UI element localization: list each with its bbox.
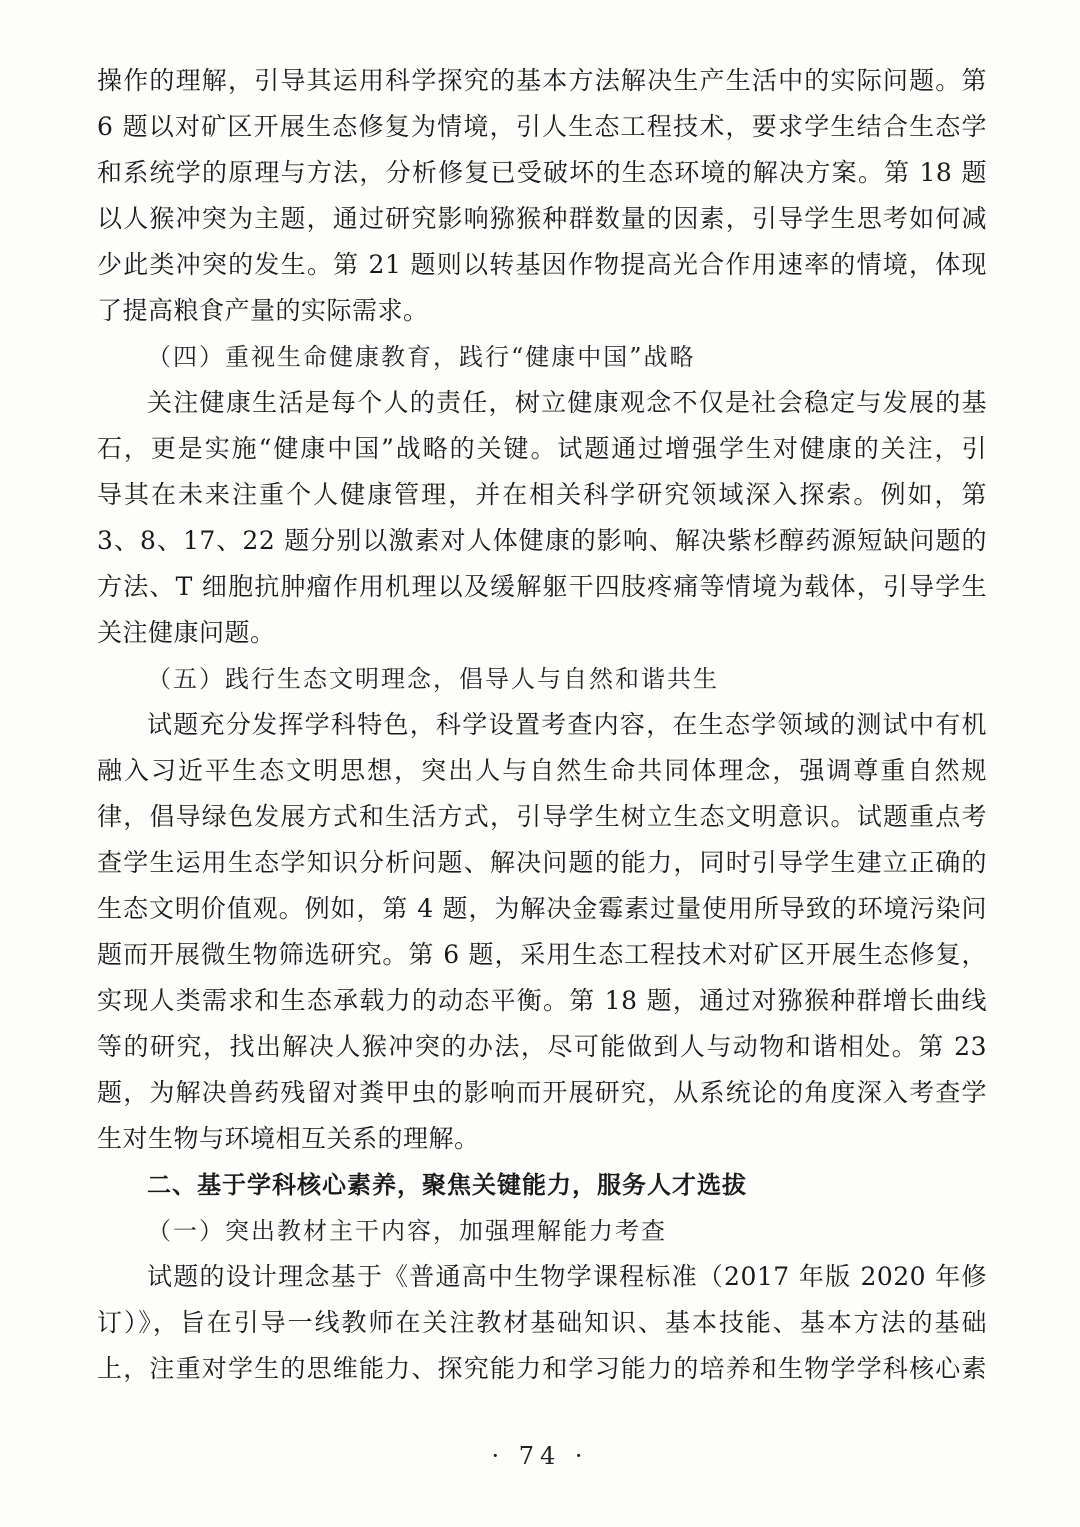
document-page bbox=[97, 58, 987, 1392]
text-line: 以人猴冲突为主题，通过研究影响猕猴种群数量的因素，引导学生思考如何减 bbox=[97, 204, 987, 233]
section-heading-health: （四）重视生命健康教育，践行“健康中国”战略 bbox=[147, 343, 696, 371]
text-line: 查学生运用生态学知识分析问题、解决问题的能力，同时引导学生建立正确的 bbox=[97, 848, 987, 877]
text-line: 方法、T 细胞抗肿瘤作用机理以及缓解躯干四肢疼痛等情境为载体，引导学生 bbox=[97, 572, 987, 601]
text-line: 3、8、17、22 题分别以激素对人体健康的影响、解决紫杉醇药源短缺问题的 bbox=[97, 526, 987, 555]
paragraph-health bbox=[97, 380, 987, 656]
text-line: 生态文明价值观。例如，第 4 题，为解决金霉素过量使用所导致的环境污染问 bbox=[97, 894, 987, 923]
text-line: 律，倡导绿色发展方式和生活方式，引导学生树立生态文明意识。试题重点考 bbox=[97, 802, 987, 831]
text-line: 导其在未来注重个人健康管理，并在相关科学研究领域深入探索。例如，第 bbox=[97, 480, 987, 509]
paragraph-ecology bbox=[97, 702, 987, 1162]
text-line: 题，为解决兽药残留对粪甲虫的影响而开展研究，从系统论的角度深入考查学 bbox=[97, 1078, 987, 1107]
text-line: 题而开展微生物筛选研究。第 6 题，采用生态工程技术对矿区开展生态修复， bbox=[97, 940, 987, 969]
page-number: · 74 · bbox=[491, 1442, 589, 1470]
chapter-heading-two: 二、基于学科核心素养，聚焦关键能力，服务人才选拔 bbox=[147, 1171, 747, 1199]
paragraph-practical-problems bbox=[97, 58, 987, 334]
text-line: 生对生物与环境相互关系的理解。 bbox=[97, 1124, 480, 1153]
text-line: 了提高粮食产量的实际需求。 bbox=[97, 296, 429, 325]
section-heading-textbook: （一）突出教材主干内容，加强理解能力考查 bbox=[147, 1217, 667, 1245]
text-line: 石，更是实施“健康中国”战略的关键。试题通过增强学生对健康的关注，引 bbox=[97, 434, 987, 463]
text-line: 6 题以对矿区开展生态修复为情境，引人生态工程技术，要求学生结合生态学 bbox=[97, 112, 987, 141]
paragraph-curriculum bbox=[97, 1254, 987, 1392]
text-line: 少此类冲突的发生。第 21 题则以转基因作物提高光合作用速率的情境，体现 bbox=[97, 250, 987, 279]
text-line: 操作的理解，引导其运用科学探究的基本方法解决生产生活中的实际问题。第 bbox=[97, 66, 987, 95]
text-line: 试题充分发挥学科特色，科学设置考查内容，在生态学领域的测试中有机 bbox=[147, 710, 987, 739]
text-line: 订）》，旨在引导一线教师在关注教材基础知识、基本技能、基本方法的基础 bbox=[97, 1308, 987, 1337]
text-line: 上，注重对学生的思维能力、探究能力和学习能力的培养和生物学学科核心素 bbox=[97, 1354, 987, 1383]
text-line: 试题的设计理念基于《普通高中生物学课程标准（2017 年版 2020 年修 bbox=[147, 1262, 987, 1291]
text-line: 融入习近平生态文明思想，突出人与自然生命共同体理念，强调尊重自然规 bbox=[97, 756, 987, 785]
text-line: 和系统学的原理与方法，分析修复已受破坏的生态环境的解决方案。第 18 题 bbox=[97, 158, 987, 187]
section-heading-ecology: （五）践行生态文明理念，倡导人与自然和谐共生 bbox=[147, 665, 719, 693]
text-line: 关注健康生活是每个人的责任，树立健康观念不仅是社会稳定与发展的基 bbox=[147, 388, 987, 417]
text-line: 等的研究，找出解决人猴冲突的办法，尽可能做到人与动物和谐相处。第 23 bbox=[97, 1032, 987, 1061]
text-line: 实现人类需求和生态承载力的动态平衡。第 18 题，通过对猕猴种群增长曲线 bbox=[97, 986, 987, 1015]
text-line: 关注健康问题。 bbox=[97, 618, 276, 647]
